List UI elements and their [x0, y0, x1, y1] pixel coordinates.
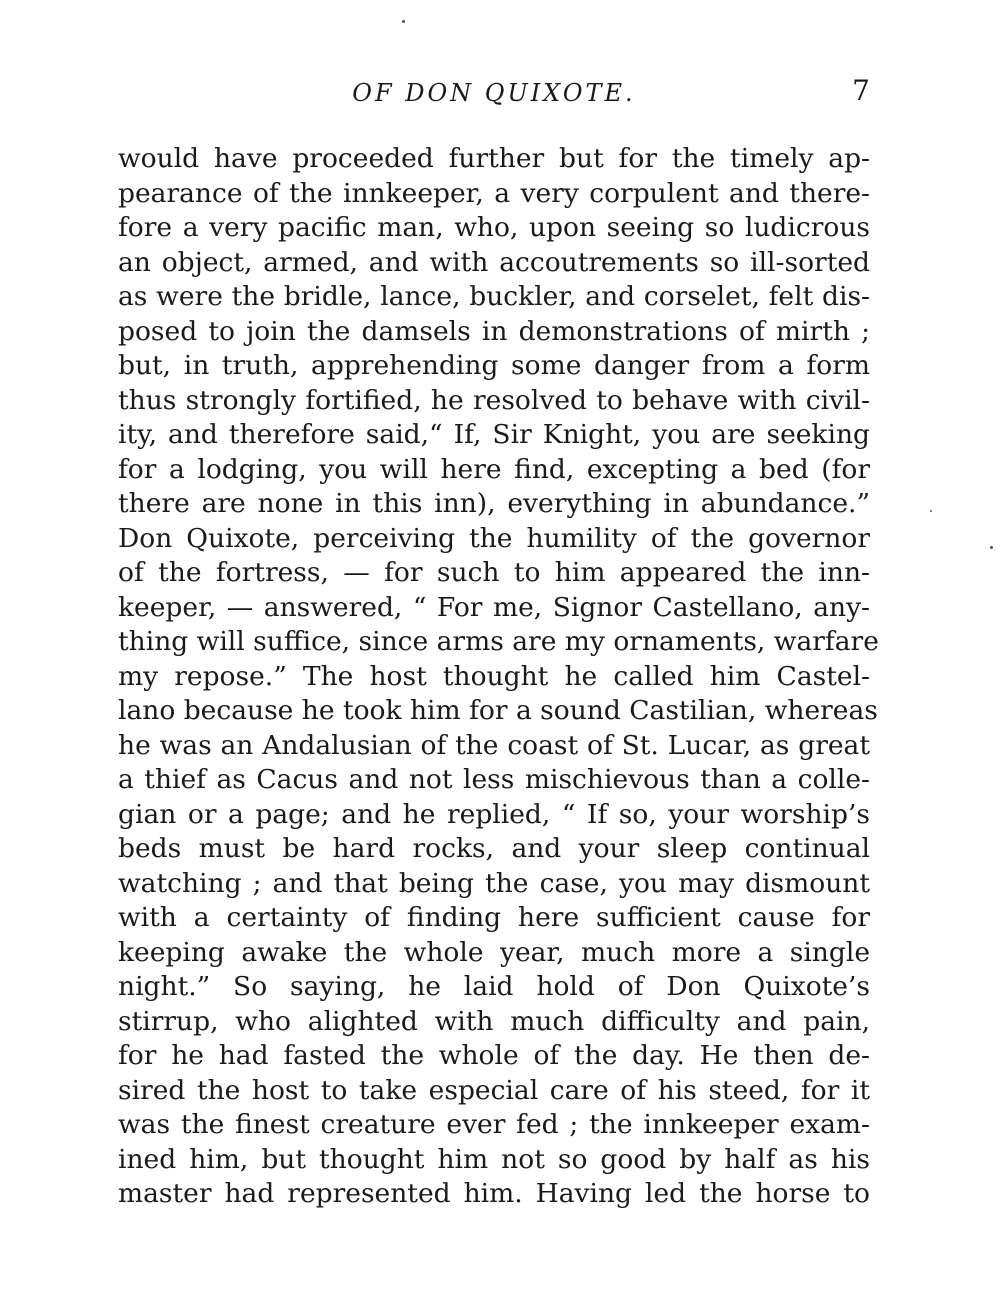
text-line: thus strongly fortified, he resolved to behave with civil- — [118, 384, 870, 416]
text-line: would have proceeded further but for the timely ap- — [118, 143, 870, 174]
running-header — [118, 76, 870, 110]
text-line: there are none in this inn), everything in abundance.” — [118, 488, 870, 519]
text-line: thing will suffice, since arms are my ornaments, warfare — [118, 626, 879, 657]
text-line: posed to join the damsels in demonstrations of mirth ; — [118, 315, 870, 347]
text-line: stirrup, who alighted with much difficulty and pain, — [118, 1005, 870, 1037]
text-line: was the finest creature ever fed ; the innkeeper exam- — [118, 1109, 870, 1140]
text-line: keeper, — answered, “ For me, Signor Castellano, any- — [118, 591, 870, 623]
body-text — [118, 142, 879, 1212]
text-line: with a certainty of finding here sufficient cause for — [118, 902, 870, 933]
running-title: OF DON QUIXOTE. — [352, 79, 636, 107]
text-line: beds must be hard rocks, and your sleep continual — [118, 833, 870, 864]
page-number: 7 — [852, 74, 870, 107]
text-line: for he had fasted the whole of the day. He then de- — [118, 1040, 870, 1071]
text-line: a thief as Cacus and not less mischievous than a colle- — [118, 764, 870, 795]
text-line: night.” So saying, he laid hold of Don Quixote’s — [118, 971, 870, 1002]
text-line: gian or a page; and he replied, “ If so, your worship’s — [118, 798, 870, 830]
text-line: ity, and therefore said,“ If, Sir Knight, you are seeking — [118, 419, 870, 450]
text-line: keeping awake the whole year, much more a single — [118, 936, 870, 968]
text-line: lano because he took him for a sound Castilian, whereas — [118, 695, 878, 726]
text-line: of the fortress, — for such to him appeared the inn- — [118, 557, 870, 588]
text-line: sired the host to take especial care of his steed, for it — [118, 1074, 870, 1106]
text-line: ined him, but thought him not so good by half as his — [118, 1143, 870, 1175]
paper-speck — [402, 20, 405, 23]
text-line: an object, armed, and with accoutrements so ill-sorted — [118, 246, 870, 278]
paper-speck — [990, 546, 993, 549]
text-line: he was an Andalusian of the coast of St. Lucar, as great — [118, 729, 870, 761]
paper-speck — [930, 510, 932, 512]
text-line: fore a very pacific man, who, upon seeing so ludicrous — [118, 212, 870, 243]
text-line: pearance of the innkeeper, a very corpulent and there- — [118, 177, 870, 209]
text-line: for a lodging, you will here find, excepting a bed (for — [118, 453, 870, 485]
text-line: master had represented him. Having led the horse to — [118, 1178, 870, 1209]
text-line: my repose.” The host thought he called him Castel- — [118, 660, 870, 692]
text-line: as were the bridle, lance, buckler, and corselet, felt dis- — [118, 281, 870, 312]
text-line: Don Quixote, perceiving the humility of the governor — [118, 522, 870, 554]
text-line: watching ; and that being the case, you may dismount — [118, 867, 870, 899]
text-line: but, in truth, apprehending some danger from a form — [118, 350, 870, 381]
